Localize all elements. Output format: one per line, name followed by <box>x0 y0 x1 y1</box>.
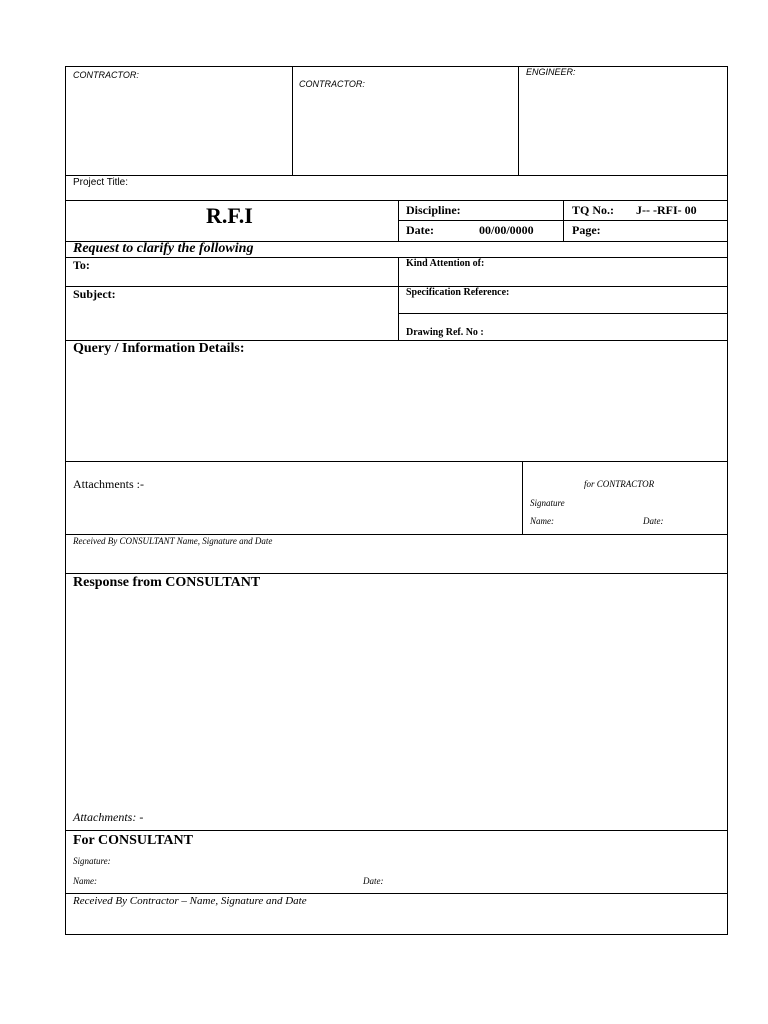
consultant-date-label: Date: <box>363 876 384 886</box>
tq-no-value: J-- -RFI- 00 <box>636 203 697 217</box>
date-value: 00/00/0000 <box>479 223 534 237</box>
contractor-date-label: Date: <box>643 516 664 526</box>
spec-ref-bottom-line <box>398 313 728 314</box>
rfi-title: R.F.I <box>206 203 253 228</box>
contractor-2-label: CONTRACTOR: <box>299 79 365 89</box>
header-bottom-line <box>65 175 728 176</box>
request-divider <box>398 257 399 340</box>
to-row-bottom-line <box>65 286 728 287</box>
subject-label: Subject: <box>73 287 116 301</box>
contractor-1-label: CONTRACTOR: <box>73 70 139 80</box>
engineer-label: ENGINEER: <box>526 67 576 77</box>
page-label: Page: <box>572 223 601 237</box>
received-by-contractor: Received By Contractor – Name, Signature and Date <box>73 895 307 907</box>
contractor-name-label: Name: <box>530 516 554 526</box>
rfi-mid-line <box>398 220 728 221</box>
consultant-bottom-line <box>65 893 728 894</box>
query-bottom-line <box>65 461 728 462</box>
discipline-label: Discipline: <box>406 203 461 217</box>
form-outer-border <box>65 66 728 935</box>
for-consultant-label: For CONSULTANT <box>73 833 193 848</box>
received-by-consultant: Received By CONSULTANT Name, Signature and Date <box>73 536 273 546</box>
consultant-signature-label: Signature: <box>73 856 111 866</box>
date-label: Date: <box>406 223 434 237</box>
contractor-signature-label: Signature <box>530 498 565 508</box>
response-heading: Response from CONSULTANT <box>73 575 261 590</box>
request-heading: Request to clarify the following <box>73 241 254 256</box>
to-label: To: <box>73 258 90 272</box>
project-title-bottom-line <box>65 200 728 201</box>
header-divider-1 <box>292 66 293 175</box>
response-bottom-line <box>65 830 728 831</box>
for-contractor-label: for CONTRACTOR <box>584 479 655 489</box>
spec-ref-label: Specification Reference: <box>406 287 510 298</box>
query-heading: Query / Information Details: <box>73 341 245 356</box>
header-divider-2 <box>518 66 519 175</box>
attachments-bottom-line <box>65 534 728 535</box>
attachments-divider <box>522 461 523 534</box>
request-heading-line <box>65 257 728 258</box>
response-attachments-label: Attachments: - <box>73 810 144 824</box>
project-title-label: Project Title: <box>73 177 129 188</box>
query-attachments-label: Attachments :- <box>73 477 144 491</box>
received-by-bottom-line <box>65 573 728 574</box>
kind-attention-label: Kind Attention of: <box>406 258 485 269</box>
tq-no-label: TQ No.: <box>572 203 614 217</box>
drawing-ref-label: Drawing Ref. No : <box>406 327 484 338</box>
consultant-name-label: Name: <box>73 876 97 886</box>
